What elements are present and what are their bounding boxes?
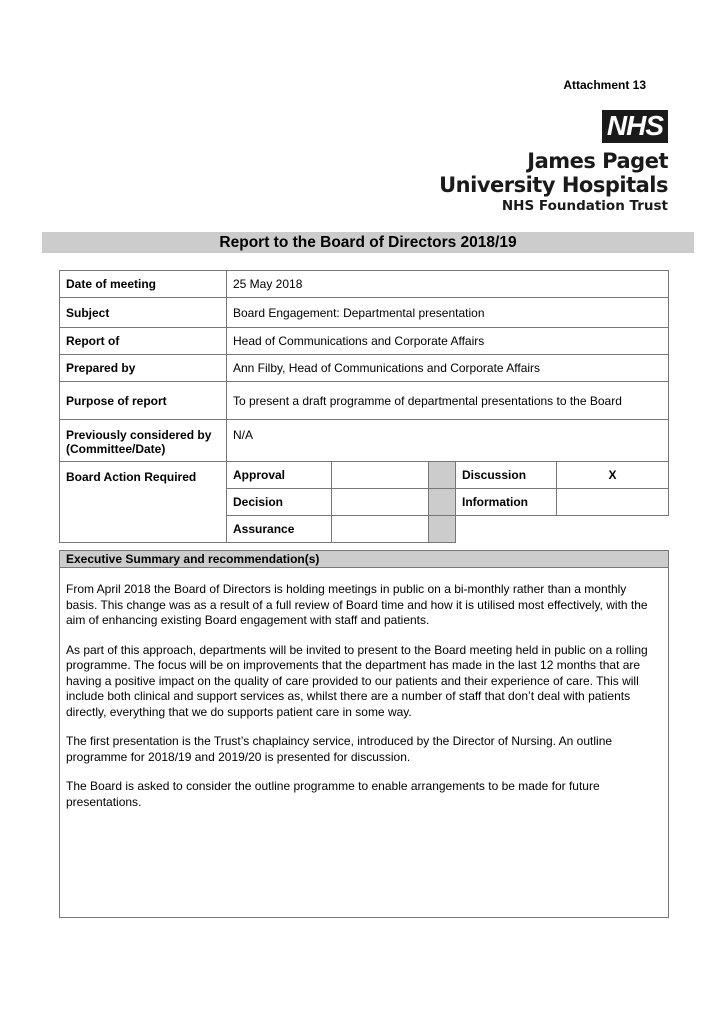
discussion-label: Discussion — [456, 462, 557, 489]
assurance-checkbox[interactable] — [332, 516, 429, 543]
trust-name-line2: University Hospitals — [439, 173, 668, 197]
report-of-label: Report of — [60, 328, 227, 355]
empty-cell — [456, 516, 669, 543]
approval-checkbox[interactable] — [332, 462, 429, 489]
summary-paragraph: From April 2018 the Board of Directors is holding meetings in public on a bi-monthly rather than a monthly basis. This change was as a result of a full review of Board time and how it is utilised most effectively, with the aim of enhancing existing Board engagement with staff and patients. — [66, 582, 648, 627]
assurance-label: Assurance — [227, 516, 332, 543]
previously-considered-label-line2: (Committee/Date) — [66, 442, 166, 456]
approval-label: Approval — [227, 462, 332, 489]
table-row — [60, 420, 669, 462]
discussion-checkbox[interactable]: X — [557, 462, 669, 489]
executive-summary-heading: Executive Summary and recommendation(s) — [60, 551, 668, 568]
table-row — [60, 382, 669, 420]
shaded-divider — [429, 462, 456, 489]
nhs-trust-logo — [428, 110, 668, 215]
table-row — [60, 271, 669, 298]
board-action-label: Board Action Required — [60, 462, 227, 543]
summary-paragraph: The first presentation is the Trust’s chaplaincy service, introduced by the Director of Nursing. An outline programme for 2018/19 and 2019/20 is presented for discussion. — [66, 734, 613, 764]
subject-value: Board Engagement: Departmental presentation — [227, 298, 669, 328]
date-label: Date of meeting — [60, 271, 227, 298]
date-value: 25 May 2018 — [227, 271, 669, 298]
previously-considered-value: N/A — [227, 420, 669, 462]
report-info-table — [59, 270, 669, 543]
shaded-divider — [429, 516, 456, 543]
previously-considered-label-line1: Previously considered by — [66, 428, 212, 442]
trust-name-line1: James Paget — [527, 149, 668, 173]
decision-checkbox[interactable] — [332, 489, 429, 516]
table-row — [60, 462, 669, 489]
prepared-by-value: Ann Filby, Head of Communications and Corporate Affairs — [227, 355, 669, 382]
report-title: Report to the Board of Directors 2018/19 — [42, 232, 694, 253]
prepared-by-label: Prepared by — [60, 355, 227, 382]
previously-considered-label — [60, 420, 227, 462]
executive-summary-box — [59, 550, 669, 918]
report-of-value: Head of Communications and Corporate Affairs — [227, 328, 669, 355]
purpose-label: Purpose of report — [60, 382, 227, 420]
shaded-divider — [429, 489, 456, 516]
summary-paragraph: The Board is asked to consider the outline programme to enable arrangements to be made for future presentations. — [66, 779, 600, 809]
purpose-value: To present a draft programme of departmental presentations to the Board — [227, 382, 669, 420]
table-row — [60, 355, 669, 382]
attachment-number: Attachment 13 — [563, 78, 646, 92]
executive-summary-body — [60, 568, 668, 810]
information-label: Information — [456, 489, 557, 516]
information-checkbox[interactable] — [557, 489, 669, 516]
decision-label: Decision — [227, 489, 332, 516]
trust-name-line3: NHS Foundation Trust — [501, 198, 668, 214]
table-row — [60, 298, 669, 328]
nhs-logo-box: NHS — [602, 110, 668, 143]
table-row — [60, 328, 669, 355]
subject-label: Subject — [60, 298, 227, 328]
summary-paragraph: As part of this approach, departments will be invited to present to the Board meeting held in public on a rolling programme. The focus will be on improvements that the department has made in the last 12 months that are having a positive impact on the quality of care provided to our patients and their experience of care. This will include both clinical and support services as, whilst there are a number of staff that don’t deal with patients directly, everything that we do supports patient care in some way. — [66, 642, 648, 719]
